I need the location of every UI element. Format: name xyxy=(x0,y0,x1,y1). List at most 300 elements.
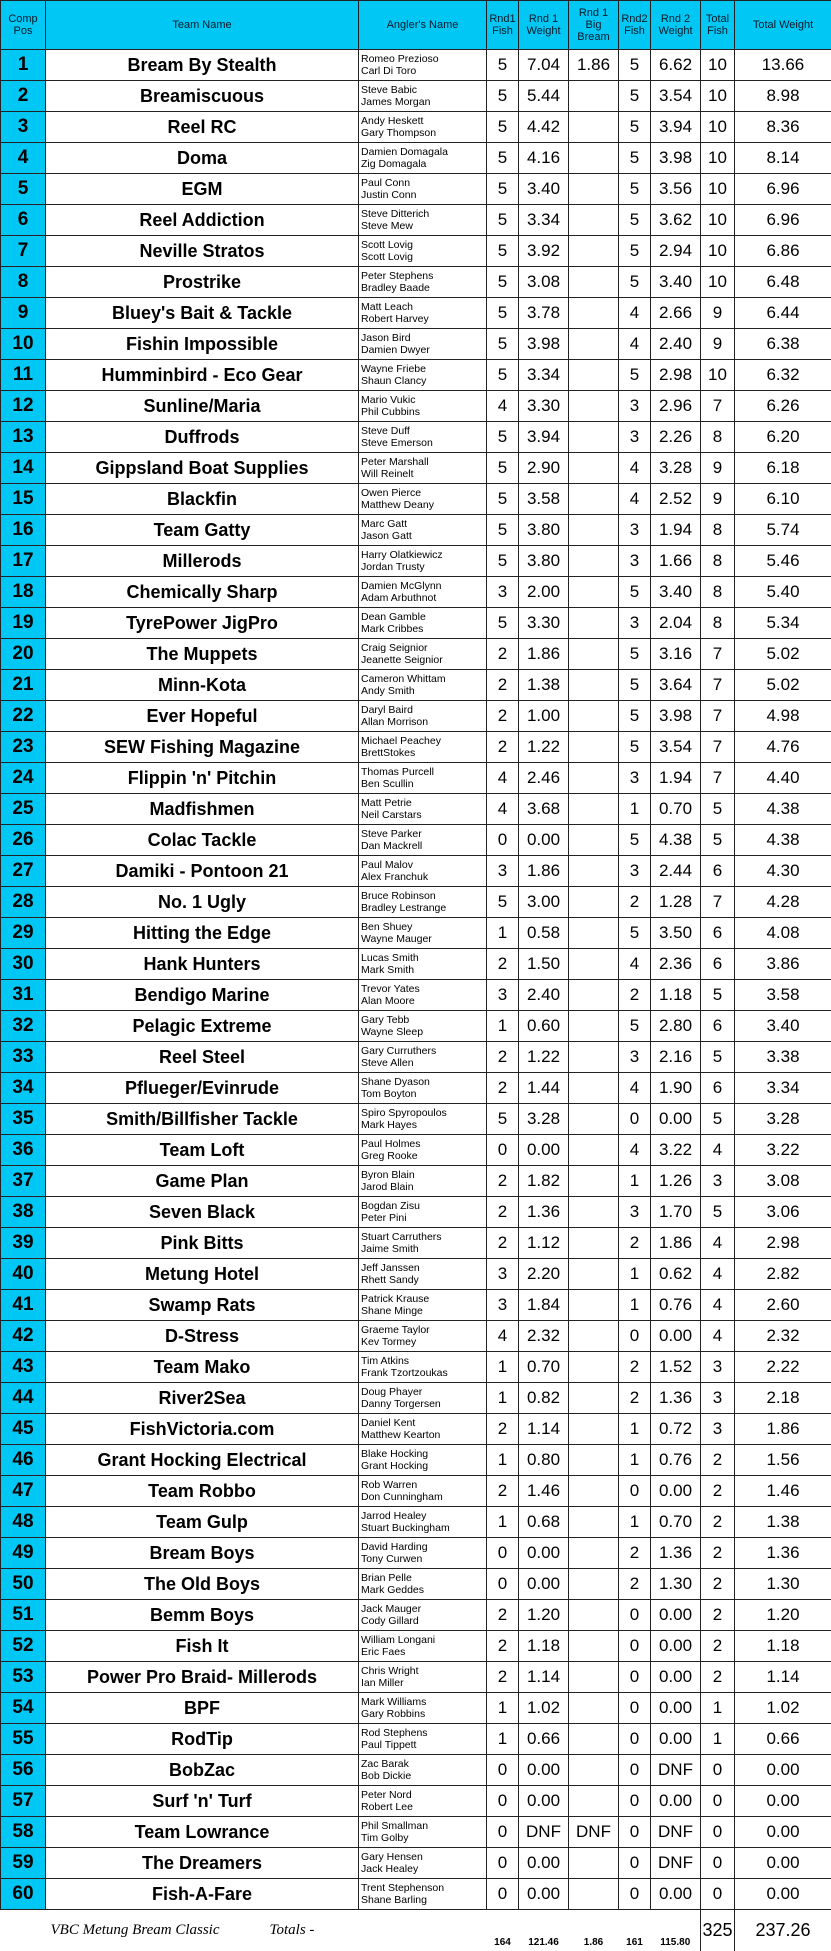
table-row xyxy=(1,81,831,112)
r1-weight: 2.90 xyxy=(519,453,569,484)
total-fish-cell: 6 xyxy=(701,918,735,949)
total-fish-cell: 0 xyxy=(701,1786,735,1817)
big-bream xyxy=(569,1321,619,1352)
pos-cell: 12 xyxy=(1,391,46,422)
r2-weight: 3.56 xyxy=(651,174,701,205)
r1-weight: 0.00 xyxy=(519,1786,569,1817)
r1-weight: 3.00 xyxy=(519,887,569,918)
r1-fish: 0 xyxy=(487,1755,519,1786)
team-name: The Old Boys xyxy=(46,1569,359,1600)
angler-name: Jordan Trusty xyxy=(361,561,486,573)
r2-fish: 4 xyxy=(619,329,651,360)
r2-fish: 3 xyxy=(619,1197,651,1228)
total-fish-cell: 5 xyxy=(701,825,735,856)
r2-fish: 0 xyxy=(619,1755,651,1786)
r1-weight: 1.12 xyxy=(519,1228,569,1259)
team-name: BobZac xyxy=(46,1755,359,1786)
total-weight-cell: 5.02 xyxy=(735,639,831,670)
r2-fish: 1 xyxy=(619,1414,651,1445)
angler-name: Peter Pini xyxy=(361,1212,486,1224)
pos-cell: 25 xyxy=(1,794,46,825)
total-weight-cell: 0.00 xyxy=(735,1879,831,1910)
r2-fish: 1 xyxy=(619,1259,651,1290)
pos-cell: 7 xyxy=(1,236,46,267)
team-name: Humminbird - Eco Gear xyxy=(46,360,359,391)
angler-name: Daryl Baird xyxy=(361,704,486,716)
total-fish-cell: 3 xyxy=(701,1352,735,1383)
r1-fish: 1 xyxy=(487,1445,519,1476)
pos-cell: 35 xyxy=(1,1104,46,1135)
table-row xyxy=(1,1538,831,1569)
team-name: SEW Fishing Magazine xyxy=(46,732,359,763)
total-weight-cell: 5.02 xyxy=(735,670,831,701)
total-weight-cell: 5.40 xyxy=(735,577,831,608)
angler-names xyxy=(359,1073,487,1104)
r1-fish: 5 xyxy=(487,81,519,112)
table-row xyxy=(1,732,831,763)
table-row xyxy=(1,50,831,81)
big-bream xyxy=(569,391,619,422)
team-name: Breamiscuous xyxy=(46,81,359,112)
team-name: Swamp Rats xyxy=(46,1290,359,1321)
table-row xyxy=(1,546,831,577)
angler-name: Byron Blain xyxy=(361,1169,486,1181)
angler-names xyxy=(359,1197,487,1228)
total-fish-cell: 2 xyxy=(701,1507,735,1538)
total-fish-cell: 9 xyxy=(701,453,735,484)
r1-fish: 5 xyxy=(487,298,519,329)
r2-weight: 0.70 xyxy=(651,794,701,825)
r2-weight: DNF xyxy=(651,1755,701,1786)
total-r2-fish: 161 xyxy=(619,1910,651,1951)
total-weight-cell: 3.58 xyxy=(735,980,831,1011)
event-name: VBC Metung Bream Classic xyxy=(51,1922,220,1938)
table-row xyxy=(1,639,831,670)
angler-name: Paul Holmes xyxy=(361,1138,486,1150)
pos-cell: 11 xyxy=(1,360,46,391)
r2-fish: 4 xyxy=(619,484,651,515)
col-header-big-bream: Rnd 1 Big Bream xyxy=(569,1,619,50)
r2-fish: 3 xyxy=(619,763,651,794)
total-fish-cell: 10 xyxy=(701,174,735,205)
angler-name: Jack Healey xyxy=(361,1863,486,1875)
r2-fish: 0 xyxy=(619,1848,651,1879)
r2-fish: 5 xyxy=(619,1011,651,1042)
big-bream xyxy=(569,887,619,918)
r2-weight: 0.72 xyxy=(651,1414,701,1445)
r1-weight: 2.46 xyxy=(519,763,569,794)
total-fish-cell: 4 xyxy=(701,1259,735,1290)
r2-fish: 1 xyxy=(619,1290,651,1321)
r2-fish: 5 xyxy=(619,112,651,143)
r1-fish: 2 xyxy=(487,1476,519,1507)
pos-cell: 45 xyxy=(1,1414,46,1445)
r1-fish: 0 xyxy=(487,825,519,856)
angler-name: Graeme Taylor xyxy=(361,1324,486,1336)
angler-name: Paul Conn xyxy=(361,177,486,189)
team-name: Gippsland Boat Supplies xyxy=(46,453,359,484)
angler-name: Shane Barling xyxy=(361,1894,486,1906)
angler-name: Robert Harvey xyxy=(361,313,486,325)
r1-fish: 4 xyxy=(487,1321,519,1352)
total-fish-cell: 2 xyxy=(701,1631,735,1662)
table-row xyxy=(1,453,831,484)
pos-cell: 41 xyxy=(1,1290,46,1321)
team-name: FishVictoria.com xyxy=(46,1414,359,1445)
r1-weight: 0.00 xyxy=(519,1755,569,1786)
r1-weight: 1.38 xyxy=(519,670,569,701)
r2-fish: 0 xyxy=(619,1476,651,1507)
r2-weight: 3.94 xyxy=(651,112,701,143)
total-fish-cell: 0 xyxy=(701,1879,735,1910)
total-weight-cell: 5.74 xyxy=(735,515,831,546)
table-row xyxy=(1,608,831,639)
angler-name: Bob Dickie xyxy=(361,1770,486,1782)
table-row xyxy=(1,1848,831,1879)
total-fish-cell: 7 xyxy=(701,701,735,732)
r2-fish: 2 xyxy=(619,1352,651,1383)
angler-names xyxy=(359,329,487,360)
big-bream xyxy=(569,143,619,174)
r2-weight: 3.50 xyxy=(651,918,701,949)
total-fish-cell: 3 xyxy=(701,1414,735,1445)
r1-weight: 1.00 xyxy=(519,701,569,732)
r1-fish: 5 xyxy=(487,205,519,236)
pos-cell: 16 xyxy=(1,515,46,546)
totals-row xyxy=(1,1910,831,1951)
total-weight-cell: 4.40 xyxy=(735,763,831,794)
total-weight-cell: 4.98 xyxy=(735,701,831,732)
angler-name: Bruce Robinson xyxy=(361,890,486,902)
r1-weight: 1.22 xyxy=(519,732,569,763)
total-fish-cell: 2 xyxy=(701,1538,735,1569)
table-row xyxy=(1,701,831,732)
r1-fish: 5 xyxy=(487,112,519,143)
angler-name: Ben Shuey xyxy=(361,921,486,933)
r2-weight: 0.00 xyxy=(651,1476,701,1507)
angler-names xyxy=(359,267,487,298)
angler-names xyxy=(359,701,487,732)
total-fish-cell: 7 xyxy=(701,732,735,763)
team-name: Bream By Stealth xyxy=(46,50,359,81)
total-fish-cell: 1 xyxy=(701,1724,735,1755)
team-name: Pink Bitts xyxy=(46,1228,359,1259)
total-weight: 237.26 xyxy=(735,1910,831,1951)
angler-name: Matt Leach xyxy=(361,301,486,313)
angler-name: Harry Olatkiewicz xyxy=(361,549,486,561)
total-fish-cell: 1 xyxy=(701,1693,735,1724)
big-bream xyxy=(569,608,619,639)
total-weight-cell: 3.28 xyxy=(735,1104,831,1135)
r2-weight: 3.64 xyxy=(651,670,701,701)
big-bream xyxy=(569,1538,619,1569)
total-weight-cell: 1.38 xyxy=(735,1507,831,1538)
total-fish-cell: 7 xyxy=(701,391,735,422)
angler-name: Peter Marshall xyxy=(361,456,486,468)
r1-fish: 5 xyxy=(487,174,519,205)
team-name: Surf 'n' Turf xyxy=(46,1786,359,1817)
r2-weight: 1.26 xyxy=(651,1166,701,1197)
total-fish-cell: 6 xyxy=(701,856,735,887)
big-bream xyxy=(569,794,619,825)
angler-name: Phil Smallman xyxy=(361,1820,486,1832)
pos-cell: 27 xyxy=(1,856,46,887)
total-weight-cell: 6.48 xyxy=(735,267,831,298)
angler-name: Andy Smith xyxy=(361,685,486,697)
col-header-team: Team Name xyxy=(46,1,359,50)
angler-name: Mario Vukic xyxy=(361,394,486,406)
r2-fish: 5 xyxy=(619,918,651,949)
total-weight-cell: 1.14 xyxy=(735,1662,831,1693)
angler-name: Shane Minge xyxy=(361,1305,486,1317)
total-weight-cell: 3.40 xyxy=(735,1011,831,1042)
r2-weight: 2.98 xyxy=(651,360,701,391)
big-bream xyxy=(569,1569,619,1600)
pos-cell: 48 xyxy=(1,1507,46,1538)
pos-cell: 54 xyxy=(1,1693,46,1724)
r1-weight: 3.08 xyxy=(519,267,569,298)
angler-name: Dean Gamble xyxy=(361,611,486,623)
r1-weight: 3.30 xyxy=(519,608,569,639)
r1-weight: 1.18 xyxy=(519,1631,569,1662)
table-row xyxy=(1,1259,831,1290)
angler-names xyxy=(359,1569,487,1600)
r1-fish: 1 xyxy=(487,1352,519,1383)
team-name: Team Mako xyxy=(46,1352,359,1383)
angler-name: Jarod Blain xyxy=(361,1181,486,1193)
r1-weight: 3.28 xyxy=(519,1104,569,1135)
angler-name: Damien McGlynn xyxy=(361,580,486,592)
angler-names xyxy=(359,298,487,329)
team-name: Seven Black xyxy=(46,1197,359,1228)
total-weight-cell: 1.30 xyxy=(735,1569,831,1600)
angler-name: Jeff Janssen xyxy=(361,1262,486,1274)
table-row xyxy=(1,1197,831,1228)
pos-cell: 34 xyxy=(1,1073,46,1104)
angler-names xyxy=(359,1817,487,1848)
table-row xyxy=(1,484,831,515)
table-row xyxy=(1,391,831,422)
angler-names xyxy=(359,515,487,546)
angler-names xyxy=(359,577,487,608)
r1-weight: 0.68 xyxy=(519,1507,569,1538)
team-name: Damiki - Pontoon 21 xyxy=(46,856,359,887)
angler-names xyxy=(359,1600,487,1631)
r1-fish: 1 xyxy=(487,1693,519,1724)
r1-fish: 4 xyxy=(487,391,519,422)
r1-weight: 1.46 xyxy=(519,1476,569,1507)
total-weight-cell: 0.00 xyxy=(735,1817,831,1848)
big-bream: DNF xyxy=(569,1817,619,1848)
r1-weight: 7.04 xyxy=(519,50,569,81)
r1-fish: 5 xyxy=(487,329,519,360)
total-fish-cell: 5 xyxy=(701,794,735,825)
big-bream xyxy=(569,329,619,360)
total-weight-cell: 6.32 xyxy=(735,360,831,391)
total-weight-cell: 2.82 xyxy=(735,1259,831,1290)
r1-fish: 2 xyxy=(487,1631,519,1662)
angler-name: Spiro Spyropoulos xyxy=(361,1107,486,1119)
pos-cell: 19 xyxy=(1,608,46,639)
team-name: Team Robbo xyxy=(46,1476,359,1507)
r2-fish: 0 xyxy=(619,1321,651,1352)
total-fish-cell: 4 xyxy=(701,1228,735,1259)
total-fish-cell: 5 xyxy=(701,980,735,1011)
r2-weight: 0.00 xyxy=(651,1104,701,1135)
r2-fish: 5 xyxy=(619,670,651,701)
total-fish-cell: 2 xyxy=(701,1476,735,1507)
team-name: Reel Steel xyxy=(46,1042,359,1073)
angler-names xyxy=(359,1383,487,1414)
angler-name: Bogdan Zisu xyxy=(361,1200,486,1212)
r2-weight: 0.00 xyxy=(651,1879,701,1910)
total-weight-cell: 6.96 xyxy=(735,205,831,236)
total-weight-cell: 2.98 xyxy=(735,1228,831,1259)
r1-weight: 3.80 xyxy=(519,546,569,577)
angler-names xyxy=(359,1445,487,1476)
pos-cell: 56 xyxy=(1,1755,46,1786)
total-fish-cell: 4 xyxy=(701,1135,735,1166)
total-weight-cell: 2.32 xyxy=(735,1321,831,1352)
pos-cell: 59 xyxy=(1,1848,46,1879)
angler-name: Matt Petrie xyxy=(361,797,486,809)
angler-name: Paul Malov xyxy=(361,859,486,871)
big-bream xyxy=(569,1104,619,1135)
r2-weight: 3.62 xyxy=(651,205,701,236)
angler-name: Scott Lovig xyxy=(361,251,486,263)
r2-fish: 4 xyxy=(619,453,651,484)
angler-name: Alan Moore xyxy=(361,995,486,1007)
angler-names xyxy=(359,236,487,267)
pos-cell: 57 xyxy=(1,1786,46,1817)
r2-weight: 2.40 xyxy=(651,329,701,360)
big-bream xyxy=(569,577,619,608)
angler-names xyxy=(359,918,487,949)
table-row xyxy=(1,205,831,236)
r1-weight: 3.34 xyxy=(519,360,569,391)
r1-fish: 5 xyxy=(487,360,519,391)
angler-name: Carl Di Toro xyxy=(361,65,486,77)
table-row xyxy=(1,1662,831,1693)
angler-names xyxy=(359,825,487,856)
team-name: Team Gulp xyxy=(46,1507,359,1538)
big-bream xyxy=(569,980,619,1011)
big-bream xyxy=(569,670,619,701)
r2-weight: 1.36 xyxy=(651,1383,701,1414)
r1-fish: 2 xyxy=(487,1414,519,1445)
team-name: Sunline/Maria xyxy=(46,391,359,422)
r1-weight: 0.80 xyxy=(519,1445,569,1476)
team-name: Smith/Billfisher Tackle xyxy=(46,1104,359,1135)
total-weight-cell: 4.38 xyxy=(735,825,831,856)
angler-name: Steve Mew xyxy=(361,220,486,232)
angler-names xyxy=(359,1631,487,1662)
angler-name: Alex Franchuk xyxy=(361,871,486,883)
r2-weight: DNF xyxy=(651,1848,701,1879)
r1-fish: 2 xyxy=(487,701,519,732)
total-fish-cell: 10 xyxy=(701,50,735,81)
r2-fish: 0 xyxy=(619,1600,651,1631)
team-name: D-Stress xyxy=(46,1321,359,1352)
angler-name: Phil Cubbins xyxy=(361,406,486,418)
angler-names xyxy=(359,1848,487,1879)
angler-name: Grant Hocking xyxy=(361,1460,486,1472)
pos-cell: 13 xyxy=(1,422,46,453)
angler-names xyxy=(359,1042,487,1073)
team-name: No. 1 Ugly xyxy=(46,887,359,918)
r2-fish: 2 xyxy=(619,1569,651,1600)
total-fish-cell: 8 xyxy=(701,608,735,639)
r1-fish: 5 xyxy=(487,484,519,515)
table-row xyxy=(1,298,831,329)
table-row xyxy=(1,1507,831,1538)
pos-cell: 29 xyxy=(1,918,46,949)
r1-weight: 2.20 xyxy=(519,1259,569,1290)
angler-name: Eric Faes xyxy=(361,1646,486,1658)
team-name: Metung Hotel xyxy=(46,1259,359,1290)
pos-cell: 33 xyxy=(1,1042,46,1073)
total-fish-cell: 9 xyxy=(701,329,735,360)
total-fish-cell: 0 xyxy=(701,1755,735,1786)
big-bream xyxy=(569,1383,619,1414)
totals-label: Totals - xyxy=(270,1922,315,1938)
total-weight-cell: 4.08 xyxy=(735,918,831,949)
r1-fish: 3 xyxy=(487,577,519,608)
angler-names xyxy=(359,1290,487,1321)
total-fish-cell: 10 xyxy=(701,81,735,112)
team-name: Duffrods xyxy=(46,422,359,453)
team-name: Grant Hocking Electrical xyxy=(46,1445,359,1476)
table-row xyxy=(1,329,831,360)
r1-weight: 2.32 xyxy=(519,1321,569,1352)
pos-cell: 24 xyxy=(1,763,46,794)
r2-fish: 0 xyxy=(619,1879,651,1910)
angler-name: Gary Thompson xyxy=(361,127,486,139)
r2-fish: 5 xyxy=(619,236,651,267)
angler-name: Neil Carstars xyxy=(361,809,486,821)
angler-names xyxy=(359,484,487,515)
r1-weight: 2.00 xyxy=(519,577,569,608)
angler-name: Matthew Kearton xyxy=(361,1429,486,1441)
pos-cell: 18 xyxy=(1,577,46,608)
table-row xyxy=(1,1817,831,1848)
team-name: Chemically Sharp xyxy=(46,577,359,608)
total-weight-cell: 3.22 xyxy=(735,1135,831,1166)
big-bream xyxy=(569,236,619,267)
pos-cell: 52 xyxy=(1,1631,46,1662)
big-bream xyxy=(569,1879,619,1910)
team-name: EGM xyxy=(46,174,359,205)
table-row xyxy=(1,1631,831,1662)
total-fish-cell: 5 xyxy=(701,1042,735,1073)
r1-weight: 0.00 xyxy=(519,825,569,856)
total-weight-cell: 8.14 xyxy=(735,143,831,174)
total-weight-cell: 3.38 xyxy=(735,1042,831,1073)
r2-fish: 1 xyxy=(619,1166,651,1197)
big-bream xyxy=(569,205,619,236)
r2-weight: 0.70 xyxy=(651,1507,701,1538)
results-body xyxy=(1,50,831,1910)
angler-name: Allan Morrison xyxy=(361,716,486,728)
angler-names xyxy=(359,1476,487,1507)
angler-names xyxy=(359,112,487,143)
angler-names xyxy=(359,1662,487,1693)
angler-name: Kev Tormey xyxy=(361,1336,486,1348)
total-fish-cell: 9 xyxy=(701,298,735,329)
totals-label-cell xyxy=(1,1910,487,1951)
r1-fish: 0 xyxy=(487,1538,519,1569)
team-name: The Dreamers xyxy=(46,1848,359,1879)
